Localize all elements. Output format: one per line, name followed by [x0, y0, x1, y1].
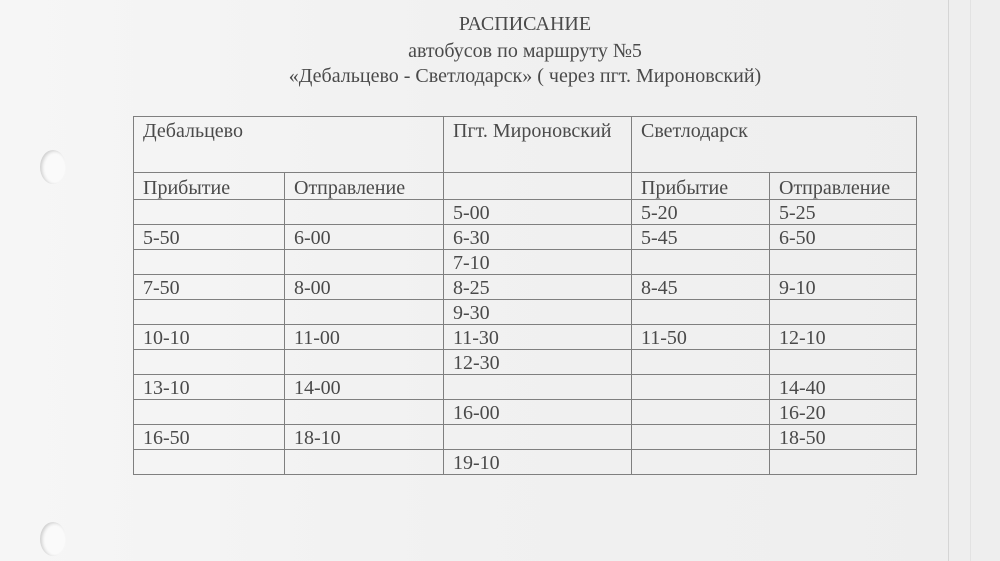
- time-cell: [134, 450, 285, 475]
- time-cell: 10-10: [134, 325, 285, 350]
- time-cell: [632, 350, 770, 375]
- time-cell: [134, 250, 285, 275]
- time-cell: 12-30: [444, 350, 632, 375]
- time-cell: 19-10: [444, 450, 632, 475]
- table-row: [134, 450, 917, 475]
- time-cell: 16-20: [770, 400, 917, 425]
- time-cell: [444, 375, 632, 400]
- time-cell: 8-25: [444, 275, 632, 300]
- time-cell: 6-30: [444, 225, 632, 250]
- column-header-row: [134, 173, 917, 200]
- time-cell: 8-00: [285, 275, 444, 300]
- column-header: [444, 173, 632, 200]
- table-row: [134, 325, 917, 350]
- time-cell: [632, 375, 770, 400]
- time-cell: 16-50: [134, 425, 285, 450]
- time-cell: 18-50: [770, 425, 917, 450]
- column-header: Отправление: [285, 173, 444, 200]
- column-header: Отправление: [770, 173, 917, 200]
- table-row: [134, 300, 917, 325]
- table-row: [134, 375, 917, 400]
- punch-hole: [40, 522, 66, 556]
- station-header-row: [134, 117, 917, 173]
- station-header: Пгт. Мироновский: [444, 117, 632, 173]
- time-cell: [285, 400, 444, 425]
- time-cell: [632, 425, 770, 450]
- time-cell: [770, 300, 917, 325]
- punch-hole: [40, 150, 66, 184]
- table-row: [134, 425, 917, 450]
- time-cell: [770, 350, 917, 375]
- time-cell: 16-00: [444, 400, 632, 425]
- time-cell: 6-00: [285, 225, 444, 250]
- time-cell: [632, 450, 770, 475]
- time-cell: 12-10: [770, 325, 917, 350]
- table-row: [134, 225, 917, 250]
- time-cell: 11-50: [632, 325, 770, 350]
- time-cell: 8-45: [632, 275, 770, 300]
- table-row: [134, 250, 917, 275]
- time-cell: 5-25: [770, 200, 917, 225]
- time-cell: [632, 300, 770, 325]
- time-cell: [285, 300, 444, 325]
- time-cell: 7-10: [444, 250, 632, 275]
- time-cell: [134, 350, 285, 375]
- time-cell: [134, 200, 285, 225]
- time-cell: [444, 425, 632, 450]
- time-cell: 9-10: [770, 275, 917, 300]
- table-row: [134, 275, 917, 300]
- column-header: Прибытие: [632, 173, 770, 200]
- time-cell: [770, 450, 917, 475]
- time-cell: [285, 450, 444, 475]
- time-cell: 11-00: [285, 325, 444, 350]
- time-cell: 9-30: [444, 300, 632, 325]
- time-cell: [632, 400, 770, 425]
- time-cell: 5-20: [632, 200, 770, 225]
- schedule-title: РАСПИСАНИЕ: [458, 13, 592, 35]
- time-cell: 5-00: [444, 200, 632, 225]
- time-cell: 14-40: [770, 375, 917, 400]
- time-cell: 11-30: [444, 325, 632, 350]
- time-cell: 14-00: [285, 375, 444, 400]
- time-cell: 5-50: [134, 225, 285, 250]
- time-cell: [134, 400, 285, 425]
- time-cell: [770, 250, 917, 275]
- table-row: [134, 400, 917, 425]
- column-header: Прибытие: [134, 173, 285, 200]
- time-cell: 5-45: [632, 225, 770, 250]
- time-cell: 13-10: [134, 375, 285, 400]
- station-header: Дебальцево: [134, 117, 444, 173]
- time-cell: [134, 300, 285, 325]
- route-description: «Дебальцево - Светлодарск» ( через пгт. Мироновский): [288, 65, 762, 87]
- station-header: Светлодарск: [632, 117, 917, 173]
- time-cell: [632, 250, 770, 275]
- schedule-table: [133, 116, 917, 475]
- table-row: [134, 200, 917, 225]
- time-cell: [285, 250, 444, 275]
- time-cell: 6-50: [770, 225, 917, 250]
- schedule-subtitle: автобусов по маршруту №5: [408, 40, 642, 62]
- time-cell: 18-10: [285, 425, 444, 450]
- table-row: [134, 350, 917, 375]
- time-cell: [285, 350, 444, 375]
- time-cell: 7-50: [134, 275, 285, 300]
- time-cell: [285, 200, 444, 225]
